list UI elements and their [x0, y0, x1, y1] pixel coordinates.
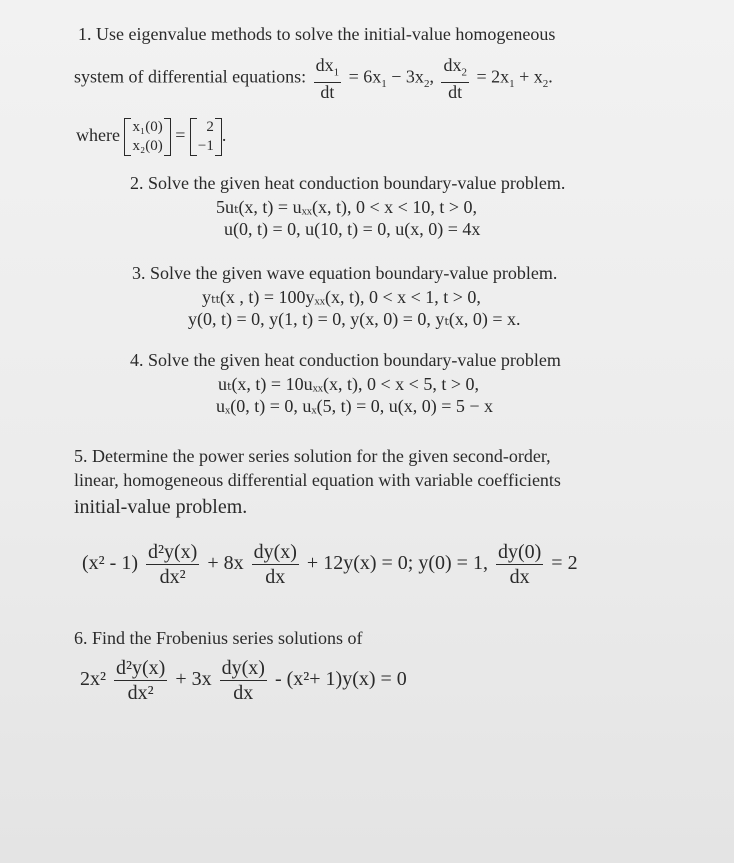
problem-1-line-1: 1. Use eigenvalue methods to solve the initial-value homogeneous: [78, 24, 556, 44]
initial-vector-x: x₁(0) x₂(0): [124, 118, 170, 156]
problem-3-title: 3. Solve the given wave equation boundary-value problem.: [132, 263, 558, 283]
initial-vector-values: 2 −1: [190, 118, 222, 156]
problem-2-equation-1: 5uₜ(x, t) = uₓₓ(x, t), 0 < x < 10, t > 0,: [216, 197, 477, 217]
problem-5-line-1: 5. Determine the power series solution for the given second-order,: [74, 446, 551, 466]
problem-4-equation-1: uₜ(x, t) = 10uₓₓ(x, t), 0 < x < 5, t > 0,: [218, 374, 479, 394]
problem-2-title: 2. Solve the given heat conduction boundary-value problem.: [130, 173, 566, 193]
first-derivative-fraction: $\frac{dy(x)}{dx}$: [253, 541, 297, 588]
problem-6-title: 6. Find the Frobenius series solutions of: [74, 628, 363, 648]
frobenius-second-derivative-fraction: $\frac{\text{d²y(x)}}{\text{dx²}}$: [116, 657, 166, 704]
problem-4-equation-2: uₓ(0, t) = 0, uₓ(5, t) = 0, u(x, 0) = 5 − x: [216, 396, 494, 416]
problem-1-system-label: system of differential equations:: [74, 66, 307, 87]
problem-2-equation-2: u(0, t) = 0, u(10, t) = 0, u(x, 0) = 4x: [224, 219, 481, 239]
problem-5-line-3: initial-value problem.: [74, 496, 248, 518]
where-label: where: [76, 125, 120, 146]
problem-5-equation: (x² - 1) $\frac{\text{d²y(x)}}{\text{dx²}}$ + 8x $\frac{dy(x)}{dx}$ + 12y(x) = 0; y(0) = 1, $\frac{dy(0)}{dx}$ = 2: [82, 541, 578, 588]
problem-4-title: 4. Solve the given heat conduction boundary-value problem: [130, 350, 561, 370]
problem-1-initial-condition: where x₁(0) x₂(0) = 2 −1 .: [76, 119, 227, 154]
problem-3-equation-1: yₜₜ(x , t) = 100yₓₓ(x, t), 0 < x < 1, t > 0,: [202, 287, 481, 307]
initial-derivative-fraction: $\frac{dy(0)}{dx}$: [497, 541, 542, 588]
problem-3-equation-2: y(0, t) = 0, y(1, t) = 0, y(x, 0) = 0, yₜ(x, 0) = x.: [188, 309, 521, 329]
dx1-dt-fraction: $\frac{dx_1}{dt}$: [315, 55, 340, 102]
second-derivative-fraction: $\frac{\text{d²y(x)}}{\text{dx²}}$: [147, 541, 198, 588]
problem-1-system: system of differential equations: $\frac{dx_1}{dt}$ = $6x_1 - 3x_2$, $\frac{dx_2}{dt}$ = $2x_1 + x_2$.: [74, 55, 553, 102]
problem-5-line-2: linear, homogeneous differential equation with variable coefficients: [74, 470, 561, 490]
dx2-dt-fraction: $\frac{dx_2}{dt}$: [443, 55, 467, 102]
frobenius-first-derivative-fraction: $\frac{dy(x)}{dx}$: [221, 657, 265, 704]
problem-6-equation: 2x² $\frac{\text{d²y(x)}}{\text{dx²}}$ + 3x $\frac{dy(x)}{dx}$ - (x²+ 1)y(x) = 0: [80, 657, 407, 704]
